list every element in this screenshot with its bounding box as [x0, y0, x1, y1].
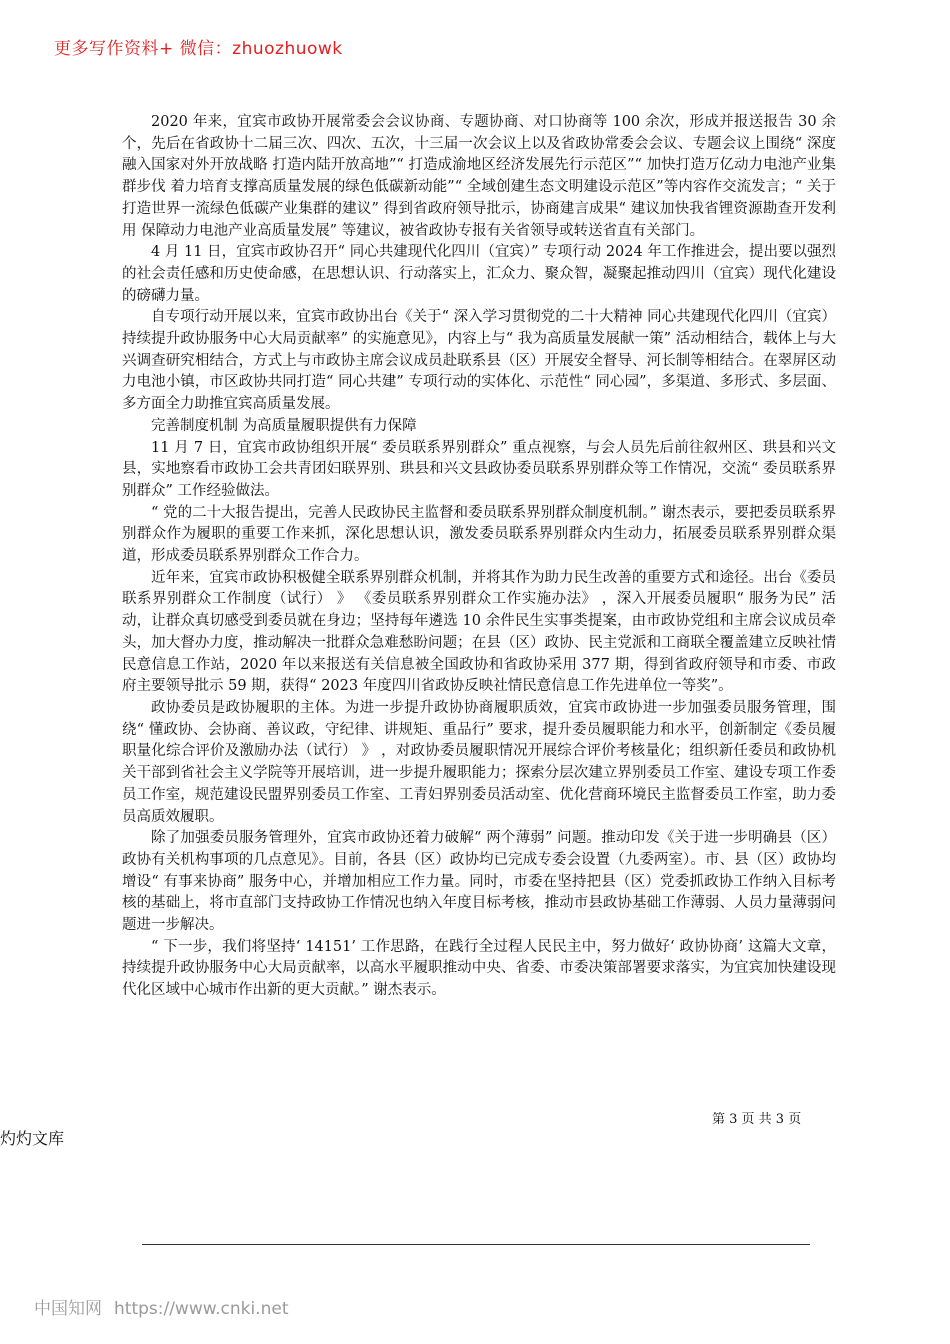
promo-banner-link[interactable]: 更多写作资料+ 微信：zhuozhuowk: [54, 39, 343, 59]
paragraph: 近年来，宜宾市政协积极健全联系界别群众机制，并将其作为助力民生改善的重要方式和途径。出台《委员联系界别群众工作制度（试行） 》 《委员联系界别群众工作实施办法》 ，深入开展委员履职“ 服务为民” 活动，让群众真切感受到委员就在身边；坚持每年遴选 10 余件民生实事类提案，由市政协党组和主席会议成员牵头，加大督办力度，推动解决一批群众急难愁盼问题；在县（区）政协、民主党派和工商联全覆盖建立反映社情民意信息工作站，2020 年以来报送有关信息被全国政协和省政协采用 377 期，得到省政府领导和市委、市政府主要领导批示 59 期，获得“ 2023 年度四川省政协反映社情民意信息工作先进单位一等奖”。: [122, 569, 836, 695]
page-number: 第 3 页 共 3 页: [712, 1112, 802, 1127]
paragraph: 2020 年来，宜宾市政协开展常委会会议协商、专题协商、对口协商等 100 余次，形成并报送报告 30 余个，先后在省政协十二届三次、四次、五次，十三届一次会议上以及省政协常委会会议、专题会议上围绕“ 深度融入国家对外开放战略 打造内陆开放高地”“ 打造成渝地区经济发展先行示范区”“ 加快打造万亿动力电池产业集群步伐 着力培育支撑高质量发展的绿色低碳新动能”“ 全域创建生态文明建设示范区”等内容作交流发言；“ 关于打造世界一流绿色低碳产业集群的建议” 得到省政府领导批示，协商建言成果“ 建议加快我省锂资源勘查开发利用 保障动力电池产业高质量发展” 等建议，被省政协专报有关省领导或转送省直有关部门。: [122, 114, 836, 239]
paragraph: 自专项行动开展以来，宜宾市政协出台《关于“ 深入学习贯彻党的二十大精神 同心共建现代化四川（宜宾） 持续提升政协服务中心大局贡献率” 的实施意见》，内容上与“ 我为高质量发展献一策” 活动相结合，载体上与大兴调查研究相结合，方式上与市政协主席会议成员赴联系县（区）开展安全督导、河长制等相结合。在翠屏区动力电池小镇，市区政协共同打造“ 同心共建” 专项行动的实体化、示范性“ 同心园”，多渠道、多形式、多层面、多方面全力助推宜宾高质量发展。: [122, 309, 836, 413]
paragraph: “ 党的二十大报告提出，完善人民政协民主监督和委员联系界别群众制度机制。” 谢杰表示，要把委员联系界别群众作为履职的重要工作来抓，深化思想认识，激发委员联系界别群众内生动力，拓展委员联系界别群众渠道，形成委员联系界别群众工作合力。: [122, 504, 836, 565]
paragraph: 政协委员是政协履职的主体。为进一步提升政协协商履职质效，宜宾市政协进一步加强委员服务管理，围绕“ 懂政协、会协商、善议政，守纪律、讲规矩、重品行” 要求，提升委员履职能力和水平，创新制定《委员履职量化综合评价及激励办法（试行） 》 ，对政协委员履职情况开展综合评价考核量化；组织新任委员和政协机关干部到省社会主义学院等开展培训，进一步提升履职能力；探索分层次建立界别委员工作室、建设专项工作委员工作室，规范建设民盟界别委员工作室、工青妇界别委员活动室、优化营商环境民主监督委员工作室，助力委员高质效履职。: [122, 699, 836, 825]
document-body: [122, 112, 836, 1002]
paragraph: “ 下一步，我们将坚持‘ 14151’ 工作思路，在践行全过程人民民主中，努力做好‘ 政协协商’ 这篇大文章，持续提升政协服务中心大局贡献率，以高水平履职推动中央、省委、市委决策部署要求落实，为宜宾加快建设现代化区域中心城市作出新的更大贡献。” 谢杰表示。: [122, 938, 836, 999]
paragraph: 4 月 11 日，宜宾市政协召开“ 同心共建现代化四川（宜宾）” 专项行动 2024 年工作推进会，提出要以强烈的社会责任感和历史使命感，在思想认识、行动落实上，汇众力、聚众智，凝聚起推动四川（宜宾）现代化建设的磅礴力量。: [122, 244, 836, 304]
paragraph: 11 月 7 日，宜宾市政协组织开展“ 委员联系界别群众” 重点视察，与会人员先后前往叙州区、珙县和兴文县，实地察看市政协工会共青团妇联界别、珙县和兴文县政协委员联系界别群众等工作情况，交流“ 委员联系界别群众” 工作经验做法。: [122, 439, 836, 499]
watermark-url: https://www.cnki.net: [114, 1299, 289, 1319]
footer-brand: 灼灼文库: [0, 1129, 65, 1148]
paragraph: 除了加强委员服务管理外，宜宾市政协还着力破解“ 两个薄弱” 问题。推动印发《关于进一步明确县（区）政协有关机构事项的几点意见》。目前，各县（区）政协均已完成专委会设置（九委两室）。市、县（区）政协均增设“ 有事来协商” 服务中心，并增加相应工作力量。同时，市委在坚持把县（区）党委抓政协工作纳入目标考核的基础上，将市直部门支持政协工作情况也纳入年度目标考核，推动市县政协基础工作薄弱、人员力量薄弱问题进一步解决。: [122, 830, 836, 934]
section-heading: 完善制度机制 为高质量履职提供有力保障: [151, 417, 417, 434]
cnki-watermark: [34, 1294, 288, 1319]
footer-divider: [142, 1244, 810, 1245]
watermark-name: 中国知网: [34, 1299, 102, 1319]
